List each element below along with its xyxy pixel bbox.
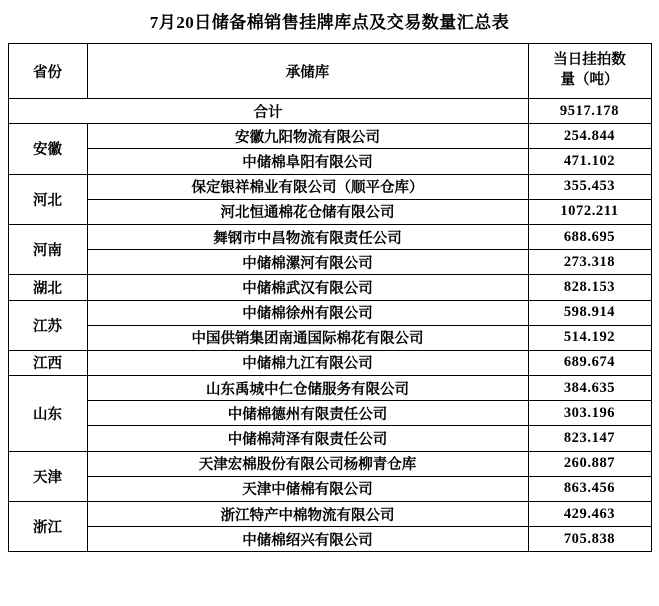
table-row xyxy=(8,224,651,249)
column-header-quantity xyxy=(528,44,651,99)
column-header-quantity-line2: 量（吨） xyxy=(560,72,619,88)
quantity-cell: 1072.211 xyxy=(528,199,651,224)
warehouse-cell: 中储棉阜阳有限公司 xyxy=(87,149,528,174)
page-title: 7月20日储备棉销售挂牌库点及交易数量汇总表 xyxy=(149,13,510,32)
warehouse-cell: 中储棉德州有限责任公司 xyxy=(87,401,528,426)
quantity-cell: 823.147 xyxy=(528,426,651,451)
warehouse-cell: 中储棉武汉有限公司 xyxy=(87,275,528,300)
table-row xyxy=(8,300,651,325)
province-cell: 天津 xyxy=(8,451,87,501)
table-row xyxy=(8,502,651,527)
total-quantity: 9517.178 xyxy=(528,99,651,124)
province-cell: 河南 xyxy=(8,224,87,274)
quantity-cell: 598.914 xyxy=(528,300,651,325)
quantity-cell: 260.887 xyxy=(528,451,651,476)
warehouse-cell: 山东禹城中仁仓储服务有限公司 xyxy=(87,376,528,401)
table-row xyxy=(8,275,651,300)
warehouse-cell: 河北恒通棉花仓储有限公司 xyxy=(87,199,528,224)
province-cell: 河北 xyxy=(8,174,87,224)
province-cell: 浙江 xyxy=(8,502,87,552)
table-row xyxy=(8,250,651,275)
warehouse-cell: 中储棉绍兴有限公司 xyxy=(87,527,528,552)
quantity-cell: 429.463 xyxy=(528,502,651,527)
table-row xyxy=(8,527,651,552)
province-cell: 山东 xyxy=(8,376,87,452)
warehouse-cell: 中储棉徐州有限公司 xyxy=(87,300,528,325)
table-row xyxy=(8,476,651,501)
column-header-quantity-line1: 当日挂拍数 xyxy=(553,52,626,69)
warehouse-cell: 中国供销集团南通国际棉花有限公司 xyxy=(87,325,528,350)
warehouse-cell: 中储棉菏泽有限责任公司 xyxy=(87,426,528,451)
table-row xyxy=(8,451,651,476)
column-header-province: 省份 xyxy=(8,44,87,99)
quantity-cell: 355.453 xyxy=(528,174,651,199)
warehouse-cell: 保定银祥棉业有限公司（顺平仓库） xyxy=(87,174,528,199)
quantity-cell: 688.695 xyxy=(528,224,651,249)
quantity-cell: 273.318 xyxy=(528,250,651,275)
quantity-cell: 705.838 xyxy=(528,527,651,552)
table-header xyxy=(8,44,651,99)
province-cell: 江西 xyxy=(8,350,87,375)
quantity-cell: 254.844 xyxy=(528,124,651,149)
table-row xyxy=(8,199,651,224)
quantity-cell: 514.192 xyxy=(528,325,651,350)
province-cell: 江苏 xyxy=(8,300,87,350)
table-row-total xyxy=(8,99,651,124)
quantity-cell: 863.456 xyxy=(528,476,651,501)
table-row xyxy=(8,174,651,199)
header-row xyxy=(8,44,651,99)
table-row xyxy=(8,426,651,451)
table-row xyxy=(8,350,651,375)
province-cell: 湖北 xyxy=(8,275,87,300)
warehouse-cell: 中储棉九江有限公司 xyxy=(87,350,528,375)
quantity-cell: 689.674 xyxy=(528,350,651,375)
table-body xyxy=(8,99,651,552)
quantity-cell: 303.196 xyxy=(528,401,651,426)
table-row xyxy=(8,376,651,401)
warehouse-cell: 天津中储棉有限公司 xyxy=(87,476,528,501)
warehouse-cell: 中储棉漯河有限公司 xyxy=(87,250,528,275)
warehouse-cell: 天津宏棉股份有限公司杨柳青仓库 xyxy=(87,451,528,476)
province-cell: 安徽 xyxy=(8,124,87,174)
table-row xyxy=(8,325,651,350)
warehouse-cell: 舞钢市中昌物流有限责任公司 xyxy=(87,224,528,249)
total-label: 合计 xyxy=(8,99,528,124)
quantity-cell: 471.102 xyxy=(528,149,651,174)
quantity-cell: 828.153 xyxy=(528,275,651,300)
warehouse-cell: 浙江特产中棉物流有限公司 xyxy=(87,502,528,527)
column-header-warehouse: 承储库 xyxy=(87,44,528,99)
quantity-cell: 384.635 xyxy=(528,376,651,401)
warehouse-cell: 安徽九阳物流有限公司 xyxy=(87,124,528,149)
table-row xyxy=(8,124,651,149)
cotton-reserve-summary-table xyxy=(8,43,652,552)
table-row xyxy=(8,401,651,426)
table-row xyxy=(8,149,651,174)
